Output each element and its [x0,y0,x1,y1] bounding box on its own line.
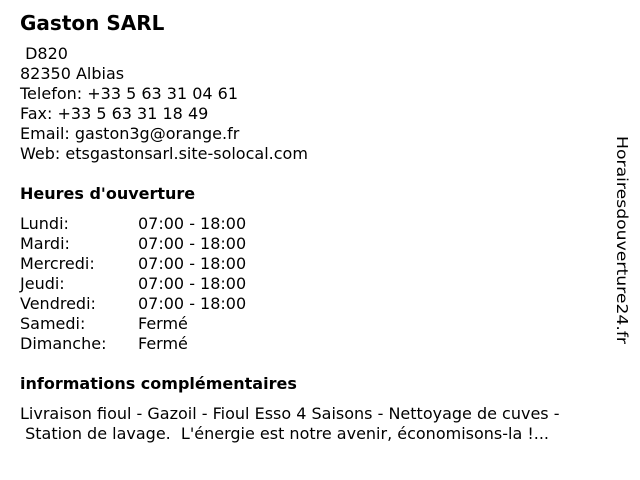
info-line: Station de lavage. L'énergie est notre avenir, économisons-la !... [20,424,550,443]
website-url: Web: etsgastonsarl.site-solocal.com [20,144,308,163]
phone-number: Telefon: +33 5 63 31 04 61 [20,84,239,103]
time-value: 07:00 - 18:00 [138,274,247,293]
additional-info-text [20,404,620,444]
time-value: 07:00 - 18:00 [138,214,247,233]
hours-row-tuesday [20,234,320,254]
time-value: 07:00 - 18:00 [138,294,247,313]
hours-row-saturday [20,314,320,334]
watermark-text: Horairesdouverture24.fr [613,136,631,318]
watermark-svg [612,136,634,346]
opening-hours-table [20,214,320,354]
day-label: Mardi: [20,234,70,253]
hours-row-sunday [20,334,320,354]
time-value: 07:00 - 18:00 [138,254,247,273]
hours-row-monday [20,214,320,234]
day-label: Jeudi: [20,274,65,293]
time-value: 07:00 - 18:00 [138,234,247,253]
business-name: Gaston SARL [20,11,165,35]
day-label: Mercredi: [20,254,95,273]
day-label: Dimanche: [20,334,107,353]
info-line: Livraison fioul - Gazoil - Fioul Esso 4 Saisons - Nettoyage de cuves - [20,404,560,423]
hours-row-thursday [20,274,320,294]
additional-info-heading: informations complémentaires [20,374,297,393]
time-value: Fermé [138,334,188,353]
hours-row-wednesday [20,254,320,274]
site-watermark [612,136,634,346]
opening-hours-heading: Heures d'ouverture [20,184,196,203]
fax-number: Fax: +33 5 63 31 18 49 [20,104,209,123]
time-value: Fermé [138,314,188,333]
contact-block [20,44,308,164]
address-street: D820 [20,44,68,63]
email-address: Email: gaston3g@orange.fr [20,124,240,143]
day-label: Samedi: [20,314,86,333]
address-city: 82350 Albias [20,64,125,83]
day-label: Vendredi: [20,294,96,313]
day-label: Lundi: [20,214,69,233]
hours-row-friday [20,294,320,314]
